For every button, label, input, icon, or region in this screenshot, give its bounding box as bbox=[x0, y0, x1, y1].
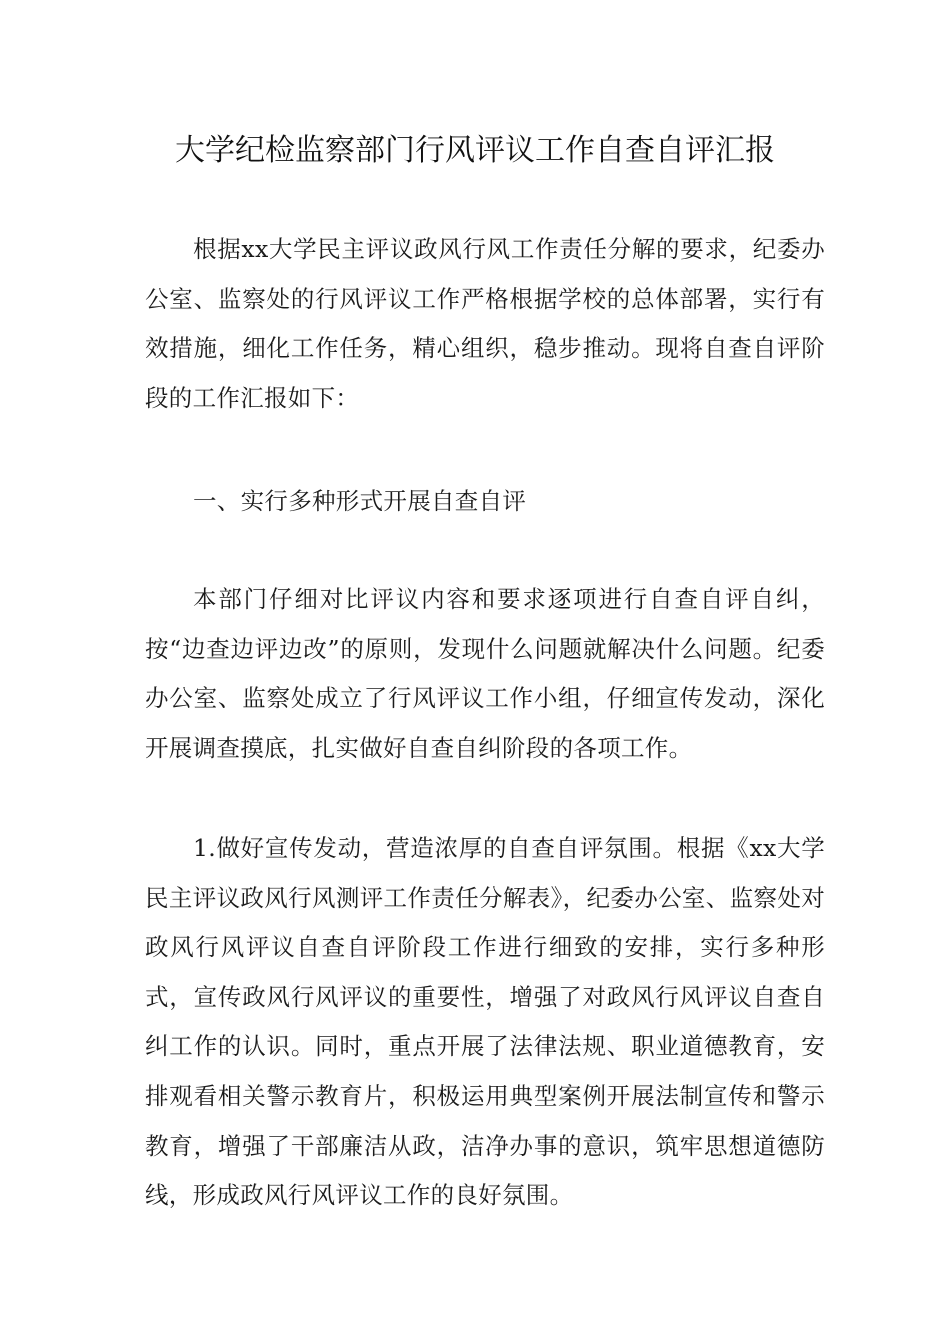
item-paragraph: 1.做好宣传发动，营造浓厚的自查自评氛围。根据《xx大学民主评议政风行风测评工作责任分解表》，纪委办公室、监察处对政风行风评议自查自评阶段工作进行细致的安排，实行多种形式，宣传政风行风评议的重要性，增强了对政风行风评议自查自纠工作的认识。同时，重点开展了法律法规、职业道德教育，安排观看相关警示教育片，积极运用典型案例开展法制宣传和警示教育，增强了干部廉洁从政，洁净办事的意识，筑牢思想道德防线，形成政风行风评议工作的良好氛围。 bbox=[145, 834, 825, 1210]
intro-paragraph: 根据xx大学民主评议政风行风工作责任分解的要求，纪委办公室、监察处的行风评议工作严格根据学校的总体部署，实行有效措施，细化工作任务，精心组织，稳步推动。现将自查自评阶段的工作汇报如下： bbox=[145, 235, 825, 412]
section-paragraph: 本部门仔细对比评议内容和要求逐项进行自查自评自纠，按“边查边评边改”的原则，发现什么问题就解决什么问题。纪委办公室、监察处成立了行风评议工作小组，仔细宣传发动，深化开展调查摸底，扎实做好自查自纠阶段的各项工作。 bbox=[145, 585, 825, 762]
section-heading: 一、实行多种形式开展自查自评 bbox=[193, 487, 527, 515]
document-title: 大学纪检监察部门行风评议工作自查自评汇报 bbox=[175, 133, 775, 168]
